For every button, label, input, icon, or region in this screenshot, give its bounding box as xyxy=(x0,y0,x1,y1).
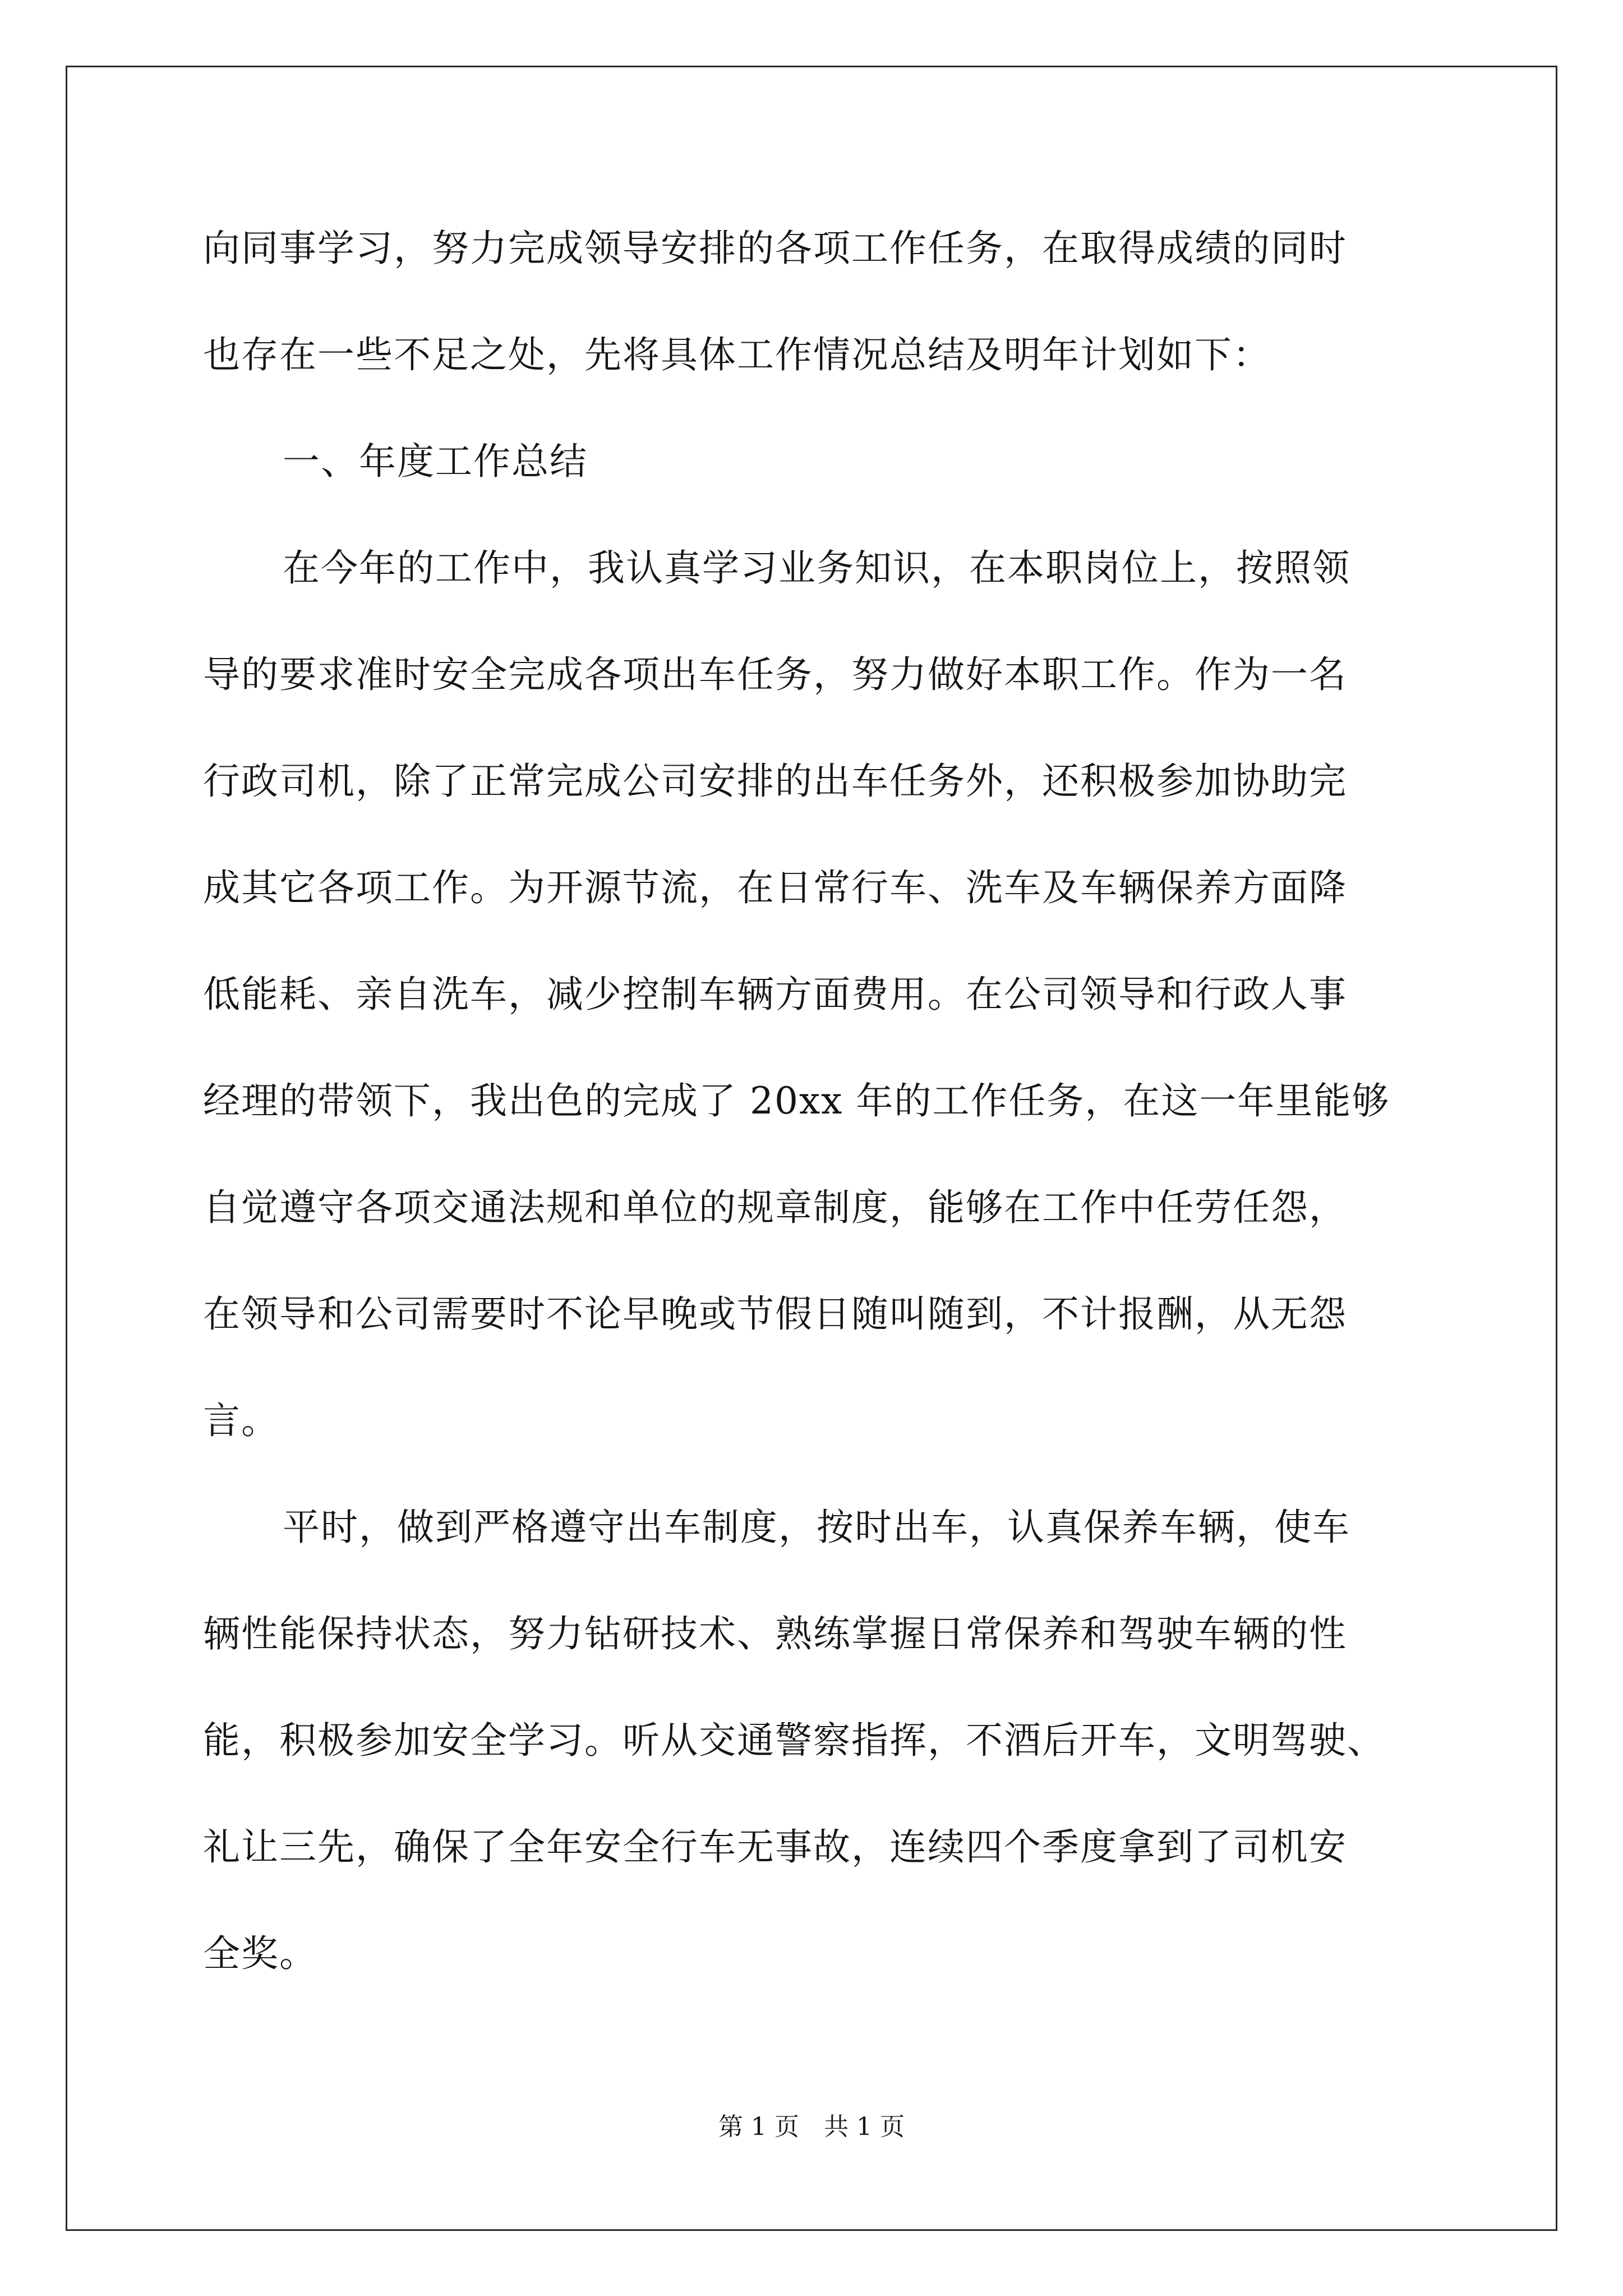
section-heading: 一、年度工作总结 xyxy=(283,440,588,483)
body-line: 在领导和公司需要时不论早晚或节假日随叫随到，不计报酬，从无怨 xyxy=(203,1292,1347,1336)
page-number: 第 1 页 共 1 页 xyxy=(718,2113,905,2141)
body-line: 向同事学习，努力完成领导安排的各项工作任务，在取得成绩的同时 xyxy=(203,227,1347,270)
body-line: 平时，做到严格遵守出车制度，按时出车，认真保养车辆，使车 xyxy=(283,1506,1350,1549)
body-line: 自觉遵守各项交通法规和单位的规章制度，能够在工作中任劳任怨， xyxy=(203,1186,1347,1229)
body-line: 成其它各项工作。为开源节流，在日常行车、洗车及车辆保养方面降 xyxy=(203,866,1347,909)
body-line: 也存在一些不足之处，先将具体工作情况总结及明年计划如下： xyxy=(203,333,1271,376)
body-line: 低能耗、亲自洗车，减少控制车辆方面费用。在公司领导和行政人事 xyxy=(203,973,1347,1016)
body-line: 言。 xyxy=(203,1399,279,1442)
body-line: 能，积极参加安全学习。听从交通警察指挥，不酒后开车，文明驾驶、 xyxy=(203,1719,1385,1762)
body-line: 导的要求准时安全完成各项出车任务，努力做好本职工作。作为一名 xyxy=(203,653,1347,696)
page-footer xyxy=(0,2110,1623,2144)
body-line: 在今年的工作中，我认真学习业务知识，在本职岗位上，按照领 xyxy=(283,546,1350,590)
body-line: 行政司机，除了正常完成公司安排的出车任务外，还积极参加协助完 xyxy=(203,760,1347,803)
body-line: 全奖。 xyxy=(203,1932,317,1975)
body-line: 礼让三先，确保了全年安全行车无事故，连续四个季度拿到了司机安 xyxy=(203,1825,1347,1869)
body-line: 辆性能保持状态，努力钻研技术、熟练掌握日常保养和驾驶车辆的性 xyxy=(203,1612,1347,1655)
page-border xyxy=(66,66,1557,2231)
body-line: 经理的带领下，我出色的完成了 20xx 年的工作任务，在这一年里能够 xyxy=(203,1079,1390,1122)
